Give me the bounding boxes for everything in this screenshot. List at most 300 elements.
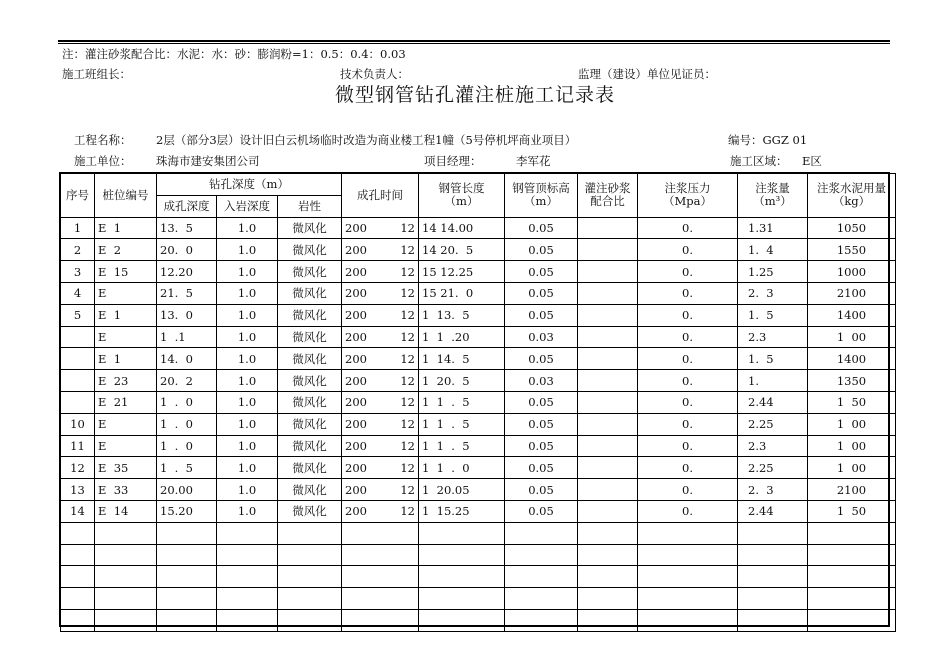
- cell-len: 1 14. 5: [419, 348, 505, 370]
- cell-hole-time: [342, 348, 419, 370]
- empty-cell: [278, 588, 342, 610]
- cell-rock: 1.0: [217, 413, 278, 435]
- cell-gr: 2. 3: [738, 479, 808, 501]
- table-row: [61, 500, 896, 522]
- table-row: [61, 457, 896, 479]
- cell-mix: [578, 217, 638, 239]
- cell-hole-time: [342, 217, 419, 239]
- cell-seq: [61, 391, 95, 413]
- cell-mix: [578, 348, 638, 370]
- empty-cell: [95, 609, 157, 631]
- table-row: [61, 261, 896, 283]
- hole-time-parts: [345, 286, 415, 300]
- empty-cell: [217, 566, 278, 588]
- cell-pile: E: [95, 413, 157, 435]
- project-manager-label: 项目经理：: [424, 154, 482, 168]
- cell-hole-time: [342, 370, 419, 392]
- empty-cell: [342, 544, 419, 566]
- cell-depth: 21. 5: [157, 282, 217, 304]
- header-pile: 桩位编号: [95, 174, 157, 218]
- cell-top: 0.05: [505, 261, 578, 283]
- cell-type: 微风化: [278, 457, 342, 479]
- empty-cell: [808, 522, 896, 544]
- cell-len: 1 1 . 0: [419, 457, 505, 479]
- cell-top: 0.05: [505, 500, 578, 522]
- empty-cell: [419, 566, 505, 588]
- cell-top: 0.05: [505, 239, 578, 261]
- cell-cem: 1 00: [808, 326, 896, 348]
- empty-cell: [578, 588, 638, 610]
- header-pipe-length-unit: （m）: [444, 194, 479, 209]
- cell-pr: 0.: [638, 304, 738, 326]
- empty-row: [61, 566, 896, 588]
- cell-top: 0.05: [505, 282, 578, 304]
- cell-type: 微风化: [278, 348, 342, 370]
- cell-type: 微风化: [278, 479, 342, 501]
- hole-time-a: 200: [345, 351, 367, 366]
- record-number: 编号：GGZ 01: [728, 133, 808, 147]
- hole-time-parts: [345, 308, 415, 322]
- cell-rock: 1.0: [217, 435, 278, 457]
- cell-depth: 14. 0: [157, 348, 217, 370]
- cell-mix: [578, 239, 638, 261]
- cell-pile: E 1: [95, 348, 157, 370]
- cell-top: 0.05: [505, 348, 578, 370]
- hole-time-a: 200: [345, 417, 367, 432]
- hole-time-b: 12: [400, 329, 415, 344]
- cell-gr: 1. 5: [738, 304, 808, 326]
- empty-cell: [419, 609, 505, 631]
- header-pipe-top: [505, 174, 578, 218]
- cell-mix: [578, 479, 638, 501]
- cell-seq: 5: [61, 304, 95, 326]
- hole-time-b: 12: [400, 242, 415, 257]
- header-mortar-label: 灌注砂浆: [584, 181, 631, 196]
- cell-cem: 1 00: [808, 435, 896, 457]
- empty-cell: [578, 609, 638, 631]
- cell-depth: 1 . 0: [157, 413, 217, 435]
- cell-cem: 1000: [808, 261, 896, 283]
- empty-cell: [61, 588, 95, 610]
- empty-cell: [738, 522, 808, 544]
- cell-hole-time: [342, 304, 419, 326]
- header-pipe-top-unit: （m）: [524, 194, 558, 209]
- cell-pr: 0.: [638, 479, 738, 501]
- empty-cell: [638, 522, 738, 544]
- header-cement: [808, 174, 896, 218]
- header-seq: 序号: [61, 174, 95, 218]
- cell-depth: 13. 0: [157, 304, 217, 326]
- table-row: [61, 348, 896, 370]
- cell-len: 1 1 . 5: [419, 391, 505, 413]
- cell-cem: 2100: [808, 282, 896, 304]
- header-cement-unit: （kg）: [832, 194, 871, 209]
- header-pipe-length: [419, 174, 505, 218]
- empty-cell: [217, 544, 278, 566]
- hole-time-a: 200: [345, 308, 367, 323]
- cell-gr: 2.3: [738, 326, 808, 348]
- cell-seq: 10: [61, 413, 95, 435]
- cell-hole-time: [342, 261, 419, 283]
- empty-cell: [278, 522, 342, 544]
- construction-area-value: E区: [802, 154, 822, 168]
- cell-top: 0.05: [505, 435, 578, 457]
- hole-time-a: 200: [345, 264, 367, 279]
- cell-type: 微风化: [278, 261, 342, 283]
- cell-pile: E 2: [95, 239, 157, 261]
- cell-gr: 1.31: [738, 217, 808, 239]
- hole-time-b: 12: [400, 308, 415, 323]
- hole-time-a: 200: [345, 286, 367, 301]
- cell-len: 1 1 . 5: [419, 435, 505, 457]
- cell-rock: 1.0: [217, 457, 278, 479]
- header-pressure-label: 注浆压力: [664, 181, 711, 196]
- empty-cell: [808, 544, 896, 566]
- empty-cell: [419, 588, 505, 610]
- team-leader-label: 施工班组长：: [62, 67, 131, 81]
- hole-time-parts: [345, 417, 415, 431]
- empty-cell: [738, 566, 808, 588]
- empty-cell: [157, 544, 217, 566]
- hole-time-b: 12: [400, 460, 415, 475]
- cell-depth: 13. 5: [157, 217, 217, 239]
- cell-rock: 1.0: [217, 239, 278, 261]
- top-rule-thin: [58, 43, 890, 44]
- empty-cell: [217, 609, 278, 631]
- cell-mix: [578, 435, 638, 457]
- table-row: [61, 239, 896, 261]
- cell-depth: 20. 2: [157, 370, 217, 392]
- empty-cell: [157, 609, 217, 631]
- hole-time-b: 12: [400, 504, 415, 519]
- empty-cell: [157, 566, 217, 588]
- cell-pile: E 35: [95, 457, 157, 479]
- cell-hole-time: [342, 326, 419, 348]
- header-rock-depth: 入岩深度: [217, 195, 278, 217]
- empty-cell: [157, 522, 217, 544]
- cell-seq: 4: [61, 282, 95, 304]
- cell-pile: E: [95, 326, 157, 348]
- empty-cell: [95, 544, 157, 566]
- cell-hole-time: [342, 457, 419, 479]
- header-grout-label: 注浆量: [755, 181, 790, 196]
- cell-gr: 2.3: [738, 435, 808, 457]
- cell-seq: 3: [61, 261, 95, 283]
- header-mortar: [578, 174, 638, 218]
- cell-depth: 1 . 5: [157, 457, 217, 479]
- cell-cem: 1 00: [808, 457, 896, 479]
- cell-pr: 0.: [638, 239, 738, 261]
- cell-gr: 1.25: [738, 261, 808, 283]
- cell-pr: 0.: [638, 370, 738, 392]
- cell-type: 微风化: [278, 304, 342, 326]
- cell-len: 14 14.00: [419, 217, 505, 239]
- hole-time-b: 12: [400, 264, 415, 279]
- cell-rock: 1.0: [217, 326, 278, 348]
- cell-hole-time: [342, 479, 419, 501]
- hole-time-parts: [345, 221, 415, 235]
- cell-pr: 0.: [638, 391, 738, 413]
- cell-mix: [578, 391, 638, 413]
- cell-gr: 2.44: [738, 391, 808, 413]
- empty-cell: [278, 544, 342, 566]
- empty-cell: [738, 609, 808, 631]
- cell-rock: 1.0: [217, 370, 278, 392]
- cell-len: 1 20. 5: [419, 370, 505, 392]
- empty-cell: [217, 588, 278, 610]
- cell-hole-time: [342, 282, 419, 304]
- cell-len: 14 20. 5: [419, 239, 505, 261]
- cell-len: 1 15.25: [419, 500, 505, 522]
- cell-seq: 13: [61, 479, 95, 501]
- header-rock-type: 岩性: [278, 195, 342, 217]
- hole-time-a: 200: [345, 220, 367, 235]
- project-manager-value: 李军花: [516, 154, 551, 168]
- cell-len: 1 20.05: [419, 479, 505, 501]
- cell-pile: E 15: [95, 261, 157, 283]
- cell-pr: 0.: [638, 457, 738, 479]
- cell-mix: [578, 413, 638, 435]
- empty-cell: [342, 566, 419, 588]
- empty-cell: [578, 522, 638, 544]
- cell-top: 0.03: [505, 370, 578, 392]
- empty-row: [61, 588, 896, 610]
- cell-type: 微风化: [278, 435, 342, 457]
- cell-top: 0.05: [505, 391, 578, 413]
- empty-row: [61, 522, 896, 544]
- cell-type: 微风化: [278, 217, 342, 239]
- empty-cell: [638, 588, 738, 610]
- cell-mix: [578, 282, 638, 304]
- cell-cem: 1350: [808, 370, 896, 392]
- empty-cell: [342, 522, 419, 544]
- hole-time-parts: [345, 461, 415, 475]
- cell-mix: [578, 370, 638, 392]
- header-cement-label: 注浆水泥用量: [817, 181, 886, 196]
- empty-cell: [61, 566, 95, 588]
- construction-unit-label: 施工单位：: [74, 154, 132, 168]
- cell-top: 0.05: [505, 304, 578, 326]
- empty-cell: [95, 522, 157, 544]
- project-name-value: 2层（部分3层）设计旧白云机场临时改造为商业楼工程1幢（5号停机坪商业项目）: [156, 133, 577, 147]
- hole-time-b: 12: [400, 395, 415, 410]
- mix-note: 注：灌注砂浆配合比：水泥：水：砂：膨润粉=1：0.5：0.4：0.03: [62, 47, 406, 61]
- table-row: [61, 282, 896, 304]
- hole-time-b: 12: [400, 417, 415, 432]
- cell-len: 15 12.25: [419, 261, 505, 283]
- hole-time-parts: [345, 395, 415, 409]
- empty-row: [61, 544, 896, 566]
- cell-pile: E: [95, 282, 157, 304]
- cell-cem: 2100: [808, 479, 896, 501]
- cell-pile: E 1: [95, 304, 157, 326]
- cell-cem: 1 00: [808, 413, 896, 435]
- cell-pile: E 23: [95, 370, 157, 392]
- construction-unit-value: 珠海市建安集团公司: [156, 154, 260, 168]
- hole-time-a: 200: [345, 504, 367, 519]
- cell-len: 1 13. 5: [419, 304, 505, 326]
- supervisor-label: 监理（建设）单位见证员：: [578, 67, 716, 81]
- header-depth-group: 钻孔深度（m）: [157, 174, 342, 196]
- cell-depth: 1 .1: [157, 326, 217, 348]
- cell-len: 1 1 .20: [419, 326, 505, 348]
- cell-gr: 1.: [738, 370, 808, 392]
- project-name-label: 工程名称：: [74, 133, 132, 147]
- header-grout-unit: （m³）: [753, 194, 792, 209]
- cell-seq: 14: [61, 500, 95, 522]
- hole-time-a: 200: [345, 482, 367, 497]
- hole-time-a: 200: [345, 329, 367, 344]
- empty-cell: [578, 544, 638, 566]
- tech-lead-label: 技术负责人：: [340, 67, 409, 81]
- empty-cell: [505, 588, 578, 610]
- cell-gr: 2. 3: [738, 282, 808, 304]
- cell-pr: 0.: [638, 326, 738, 348]
- empty-cell: [808, 566, 896, 588]
- cell-seq: 11: [61, 435, 95, 457]
- construction-area-label: 施工区域：: [730, 154, 788, 168]
- empty-cell: [95, 566, 157, 588]
- empty-cell: [505, 609, 578, 631]
- cell-type: 微风化: [278, 413, 342, 435]
- cell-type: 微风化: [278, 239, 342, 261]
- hole-time-a: 200: [345, 373, 367, 388]
- empty-cell: [217, 522, 278, 544]
- cell-len: 15 21. 0: [419, 282, 505, 304]
- empty-cell: [157, 588, 217, 610]
- cell-cem: 1400: [808, 348, 896, 370]
- cell-cem: 1050: [808, 217, 896, 239]
- cell-seq: 12: [61, 457, 95, 479]
- header-pipe-top-label: 钢管顶标高: [512, 181, 570, 196]
- hole-time-a: 200: [345, 242, 367, 257]
- empty-cell: [61, 609, 95, 631]
- cell-type: 微风化: [278, 391, 342, 413]
- cell-cem: 1 50: [808, 391, 896, 413]
- cell-pile: E: [95, 435, 157, 457]
- cell-type: 微风化: [278, 370, 342, 392]
- cell-type: 微风化: [278, 282, 342, 304]
- cell-pr: 0.: [638, 282, 738, 304]
- empty-cell: [505, 566, 578, 588]
- cell-pr: 0.: [638, 435, 738, 457]
- cell-seq: [61, 326, 95, 348]
- empty-cell: [419, 544, 505, 566]
- cell-seq: [61, 370, 95, 392]
- empty-cell: [61, 544, 95, 566]
- cell-top: 0.05: [505, 457, 578, 479]
- cell-seq: [61, 348, 95, 370]
- header-pipe-length-label: 钢管长度: [438, 181, 485, 196]
- header-pressure-unit: （Mpa）: [663, 194, 712, 209]
- hole-time-parts: [345, 483, 415, 497]
- empty-cell: [738, 588, 808, 610]
- empty-cell: [419, 522, 505, 544]
- hole-time-b: 12: [400, 220, 415, 235]
- page-title: 微型钢管钻孔灌注桩施工记录表: [334, 84, 615, 106]
- header-hole-time: 成孔时间: [342, 174, 419, 218]
- cell-seq: 1: [61, 217, 95, 239]
- empty-cell: [278, 609, 342, 631]
- header-pressure: [638, 174, 738, 218]
- header-hole-depth: 成孔深度: [157, 195, 217, 217]
- cell-top: 0.05: [505, 217, 578, 239]
- empty-cell: [505, 522, 578, 544]
- table-row: [61, 217, 896, 239]
- hole-time-a: 200: [345, 395, 367, 410]
- cell-rock: 1.0: [217, 391, 278, 413]
- cell-hole-time: [342, 435, 419, 457]
- empty-cell: [342, 609, 419, 631]
- cell-pile: E 33: [95, 479, 157, 501]
- hole-time-parts: [345, 265, 415, 279]
- empty-cell: [638, 566, 738, 588]
- cell-pr: 0.: [638, 413, 738, 435]
- cell-rock: 1.0: [217, 282, 278, 304]
- cell-mix: [578, 261, 638, 283]
- table-row: [61, 326, 896, 348]
- empty-row: [61, 609, 896, 631]
- cell-type: 微风化: [278, 326, 342, 348]
- table-row: [61, 435, 896, 457]
- cell-depth: 1 . 0: [157, 391, 217, 413]
- cell-top: 0.05: [505, 413, 578, 435]
- cell-rock: 1.0: [217, 217, 278, 239]
- cell-rock: 1.0: [217, 348, 278, 370]
- cell-pr: 0.: [638, 500, 738, 522]
- cell-cem: 1400: [808, 304, 896, 326]
- cell-gr: 2.44: [738, 500, 808, 522]
- cell-depth: 20. 0: [157, 239, 217, 261]
- table-row: [61, 370, 896, 392]
- cell-gr: 2.25: [738, 413, 808, 435]
- hole-time-b: 12: [400, 351, 415, 366]
- cell-cem: 1 50: [808, 500, 896, 522]
- cell-depth: 1 . 0: [157, 435, 217, 457]
- empty-cell: [738, 544, 808, 566]
- cell-rock: 1.0: [217, 261, 278, 283]
- cell-gr: 2.25: [738, 457, 808, 479]
- cell-hole-time: [342, 239, 419, 261]
- cell-top: 0.03: [505, 326, 578, 348]
- cell-depth: 15.20: [157, 500, 217, 522]
- cell-depth: 20.00: [157, 479, 217, 501]
- cell-len: 1 1 . 5: [419, 413, 505, 435]
- table-row: [61, 304, 896, 326]
- hole-time-parts: [345, 330, 415, 344]
- empty-cell: [278, 566, 342, 588]
- cell-pr: 0.: [638, 348, 738, 370]
- cell-pile: E 21: [95, 391, 157, 413]
- cell-rock: 1.0: [217, 500, 278, 522]
- cell-pr: 0.: [638, 217, 738, 239]
- hole-time-b: 12: [400, 438, 415, 453]
- hole-time-a: 200: [345, 460, 367, 475]
- cell-depth: 12.20: [157, 261, 217, 283]
- cell-pr: 0.: [638, 261, 738, 283]
- cell-mix: [578, 326, 638, 348]
- cell-mix: [578, 304, 638, 326]
- cell-hole-time: [342, 500, 419, 522]
- cell-mix: [578, 457, 638, 479]
- empty-cell: [95, 588, 157, 610]
- cell-gr: 1. 5: [738, 348, 808, 370]
- hole-time-b: 12: [400, 373, 415, 388]
- cell-mix: [578, 500, 638, 522]
- header-grout: [738, 174, 808, 218]
- cell-top: 0.05: [505, 479, 578, 501]
- empty-cell: [505, 544, 578, 566]
